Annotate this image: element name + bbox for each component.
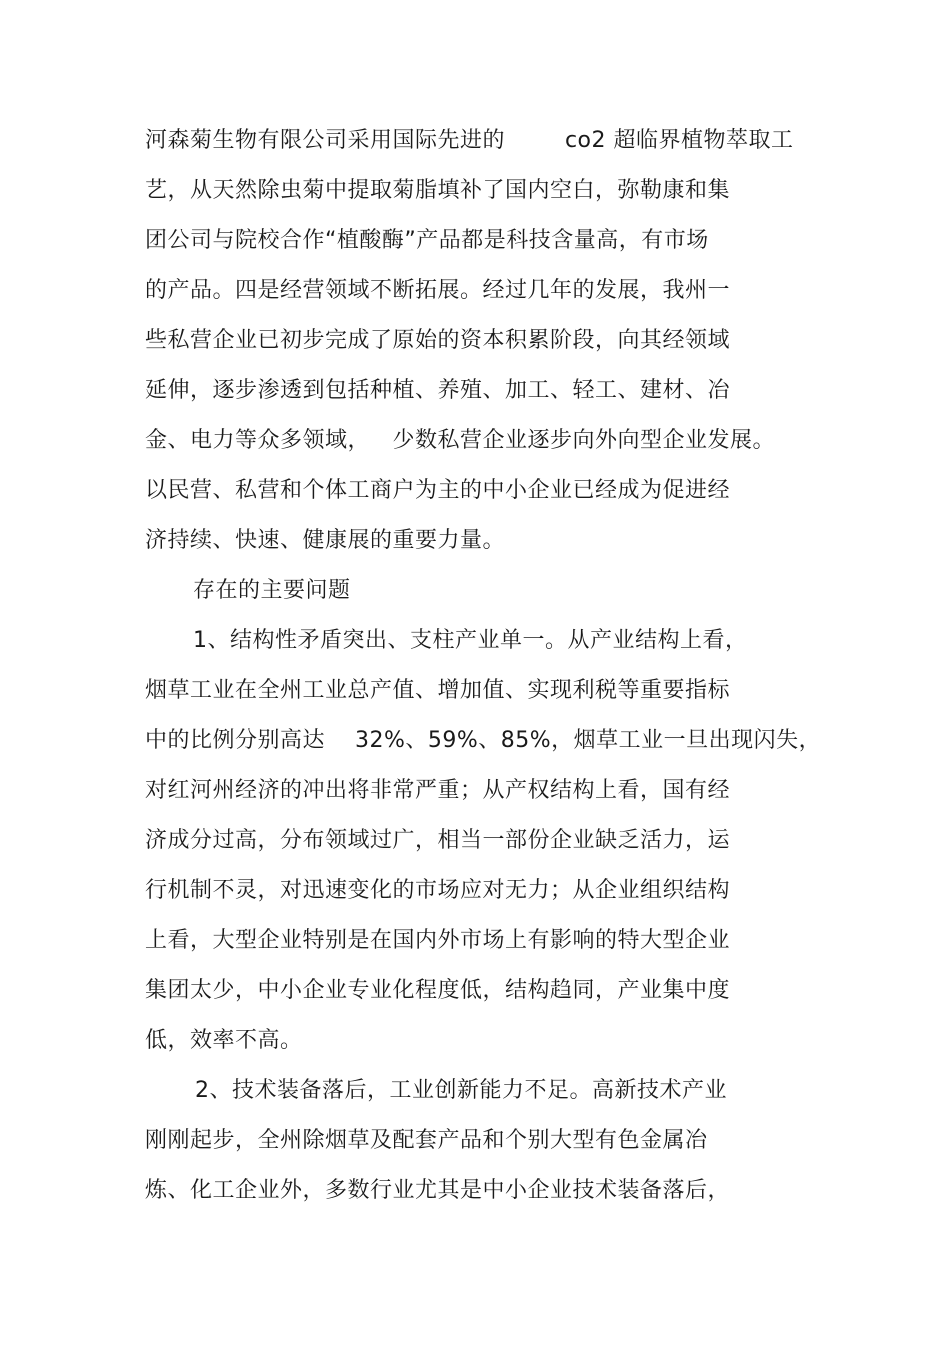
section-heading: 存在的主要问题 xyxy=(193,578,351,603)
text-line: 金、电力等众多领域， 少数私营企业逐步向外向型企业发展。 xyxy=(145,428,775,453)
text-line: 艺，从天然除虫菊中提取菊脂填补了国内空白，弥勒康和集 xyxy=(145,178,731,203)
text-line: 延伸，逐步渗透到包括种植、养殖、加工、轻工、建材、冶 xyxy=(145,378,731,403)
paragraph-start-line: 1、结构性矛盾突出、支柱产业单一。从产业结构上看， xyxy=(193,628,748,653)
text-line: 以民营、私营和个体工商户为主的中小企业已经成为促进经 xyxy=(145,478,731,503)
text-line: 的产品。四是经营领域不断拓展。经过几年的发展，我州一 xyxy=(145,278,731,303)
text-line: 上看，大型企业特别是在国内外市场上有影响的特大型企业 xyxy=(145,928,731,953)
text-line: 炼、化工企业外，多数行业尤其是中小企业技术装备落后， xyxy=(145,1178,731,1203)
text-line: 济持续、快速、健康展的重要力量。 xyxy=(145,528,506,553)
text-line: 团公司与院校合作“植酸酶”产品都是科技含量高，有市场 xyxy=(145,228,709,253)
text-line: 刚刚起步，全州除烟草及配套产品和个别大型有色金属冶 xyxy=(145,1128,708,1153)
text-line: 集团太少，中小企业专业化程度低，结构趋同，产业集中度 xyxy=(145,978,731,1003)
text-line: 些私营企业已初步完成了原始的资本积累阶段，向其经领域 xyxy=(145,328,731,353)
text-line: 对红河州经济的冲出将非常严重；从产权结构上看，国有经 xyxy=(145,778,731,803)
text-line: 中的比例分别高达 32%、59%、85%，烟草工业一旦出现闪失， xyxy=(145,728,822,753)
text-line: 烟草工业在全州工业总产值、增加值、实现利税等重要指标 xyxy=(145,678,731,703)
text-line: 河森菊生物有限公司采用国际先进的 co2 超临界植物萃取工 xyxy=(145,128,794,153)
text-line: 行机制不灵，对迅速变化的市场应对无力；从企业组织结构 xyxy=(145,878,731,903)
text-line: 低，效率不高。 xyxy=(145,1028,303,1053)
text-line: 济成分过高，分布领域过广，相当一部份企业缺乏活力，运 xyxy=(145,828,731,853)
paragraph-start-line: 2、技术装备落后，工业创新能力不足。高新技术产业 xyxy=(195,1078,727,1103)
